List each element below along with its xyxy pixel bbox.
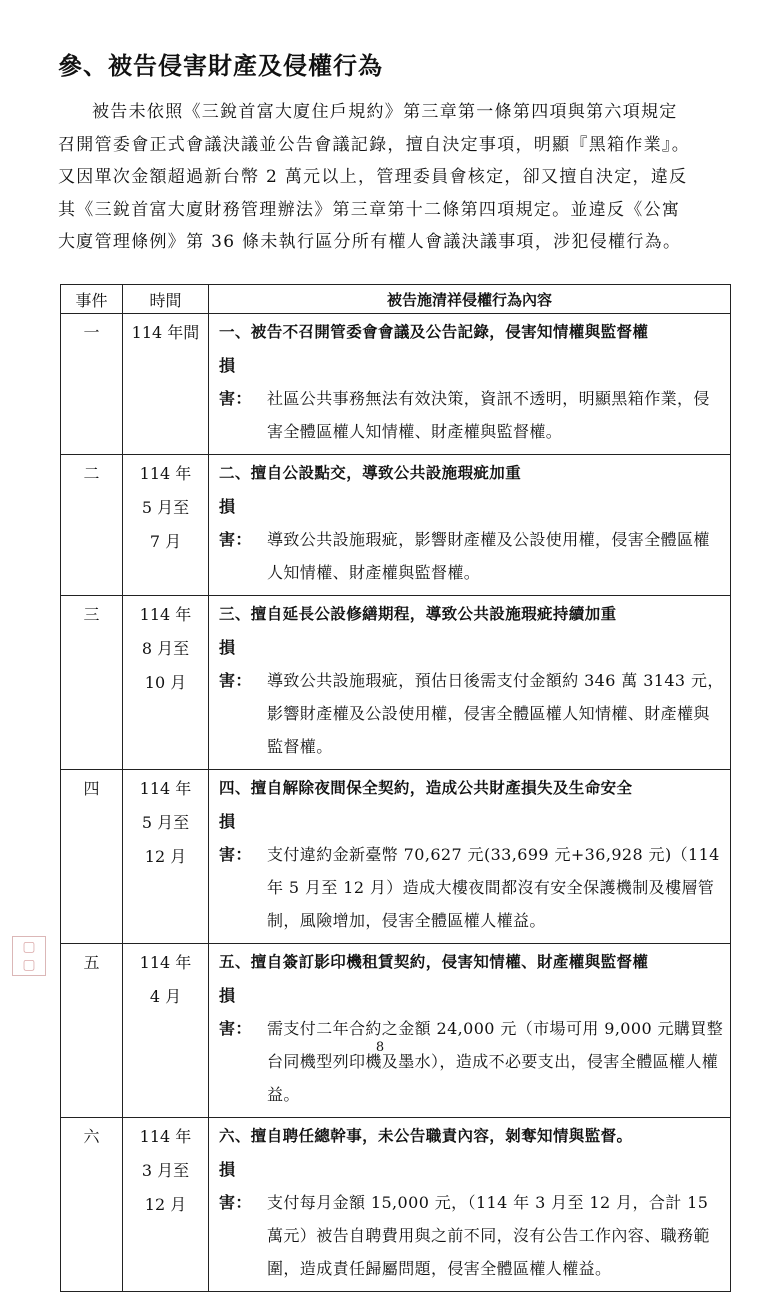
harm-text: 支付違約金新臺幣 70,627 元(33,699 元+36,928 元)（114 年 5 月至 12 月）造成大樓夜間都沒有安全保護機制及樓層管制，風險增加，侵害全體區權人權益。 — [267, 845, 720, 930]
time-line: 114 年 — [139, 1127, 192, 1146]
harm-description — [219, 349, 724, 448]
harm-description — [219, 631, 724, 763]
harm-label: 損害： — [219, 1160, 252, 1212]
harm-text: 導致公共設施瑕疵，影響財產權及公設使用權，侵害全體區權人知情權、財產權與監督權。 — [267, 530, 710, 582]
time-line: 12 月 — [144, 847, 187, 866]
event-time — [123, 314, 209, 455]
harm-description — [219, 1153, 724, 1285]
harm-label: 損害： — [219, 497, 252, 549]
event-title: 五、擅自簽訂影印機租賃契約，侵害知情權、財產權與監督權 — [219, 953, 649, 971]
event-content — [209, 314, 731, 455]
harm-label: 損害： — [219, 356, 252, 408]
event-title: 四、擅自解除夜間保全契約，造成公共財產損失及生命安全 — [219, 779, 633, 797]
event-time — [123, 944, 209, 1118]
header-time: 時間 — [123, 285, 209, 314]
header-content: 被告施清祥侵權行為內容 — [209, 285, 731, 314]
event-number: 四 — [61, 770, 123, 944]
seal-stamp-icon: ▢ ▢ — [12, 936, 46, 976]
harm-label: 損害： — [219, 812, 252, 864]
table-row — [61, 944, 731, 1118]
time-line: 10 月 — [144, 673, 187, 692]
event-time — [123, 770, 209, 944]
time-line: 114 年 — [139, 779, 192, 798]
event-title: 三、擅自延長公設修繕期程，導致公共設施瑕疵持續加重 — [219, 605, 617, 623]
event-content — [209, 596, 731, 770]
event-time — [123, 596, 209, 770]
table-row — [61, 455, 731, 596]
event-time — [123, 455, 209, 596]
table-row — [61, 596, 731, 770]
intro-line: 又因單次金額超過新台幣 2 萬元以上，管理委員會核定，卻又擅自決定，違反 — [58, 167, 688, 187]
time-line: 4 月 — [149, 987, 182, 1006]
event-number: 六 — [61, 1118, 123, 1292]
event-title: 六、擅自聘任總幹事，未公告職責內容，剝奪知情與監督。 — [219, 1127, 633, 1145]
time-line: 114 年 — [139, 605, 192, 624]
table-row — [61, 770, 731, 944]
event-title: 一、被告不召開管委會會議及公告記錄，侵害知情權與監督權 — [219, 323, 649, 341]
time-line: 12 月 — [144, 1195, 187, 1214]
harm-label: 損害： — [219, 986, 252, 1038]
event-content — [209, 455, 731, 596]
time-line: 5 月至 — [141, 813, 190, 832]
time-line: 114 年 — [139, 464, 192, 483]
harm-text: 導致公共設施瑕疵，預估日後需支付金額約 346 萬 3143 元，影響財產權及公設使用權，侵害全體區權人知情權、財產權與監督權。 — [267, 671, 724, 756]
harm-text: 支付每月金額 15,000 元，（114 年 3 月至 12 月，合計 15 萬元）被告自聘費用與之前不同，沒有公告工作內容、職務範圍，造成責任歸屬問題，侵害全體區權人權益。 — [267, 1193, 710, 1278]
event-time — [123, 1118, 209, 1292]
time-line: 3 月至 — [141, 1161, 190, 1180]
header-event: 事件 — [61, 285, 123, 314]
harm-text: 需支付二年合約之金額 24,000 元（市場可用 9,000 元購買整台同機型列印機及墨水），造成不必要支出，侵害全體區權人權益。 — [267, 1019, 724, 1104]
harm-description — [219, 805, 724, 937]
event-number: 一 — [61, 314, 123, 455]
event-number: 三 — [61, 596, 123, 770]
event-title: 二、擅自公設點交，導致公共設施瑕疵加重 — [219, 464, 522, 482]
harm-label: 損害： — [219, 638, 252, 690]
intro-line: 召開管委會正式會議決議並公告會議記錄，擅自決定事項，明顯『黑箱作業』。 — [58, 134, 690, 155]
event-content — [209, 770, 731, 944]
event-content — [209, 1118, 731, 1292]
time-line: 114 年 — [139, 953, 192, 972]
event-content — [209, 944, 731, 1118]
harm-text: 社區公共事務無法有效決策，資訊不透明，明顯黑箱作業，侵害全體區權人知情權、財產權與監督權。 — [267, 389, 710, 441]
time-line: 7 月 — [149, 532, 182, 551]
harm-description — [219, 490, 724, 589]
event-number: 二 — [61, 455, 123, 596]
table-row — [61, 1118, 731, 1292]
time-line: 114 年間 — [131, 323, 200, 342]
page-number: 8 — [375, 1040, 385, 1055]
time-line: 5 月至 — [141, 498, 190, 517]
intro-line: 被告未依照《三銳首富大廈住戶規約》第三章第一條第四項與第六項規定 — [92, 102, 678, 122]
infringement-table — [60, 284, 731, 1292]
event-number: 五 — [61, 944, 123, 1118]
section-heading: 參、被告侵害財產及侵權行為 — [58, 52, 383, 80]
intro-line: 其《三銳首富大廈財務管理辦法》第三章第十二條第四項規定。並違反《公寓 — [58, 199, 681, 220]
time-line: 8 月至 — [141, 639, 190, 658]
intro-paragraph — [58, 96, 726, 259]
table-header-row — [61, 285, 731, 314]
table-row — [61, 314, 731, 455]
intro-line: 大廈管理條例》第 36 條未執行區分所有權人會議決議事項，涉犯侵權行為。 — [58, 232, 682, 252]
